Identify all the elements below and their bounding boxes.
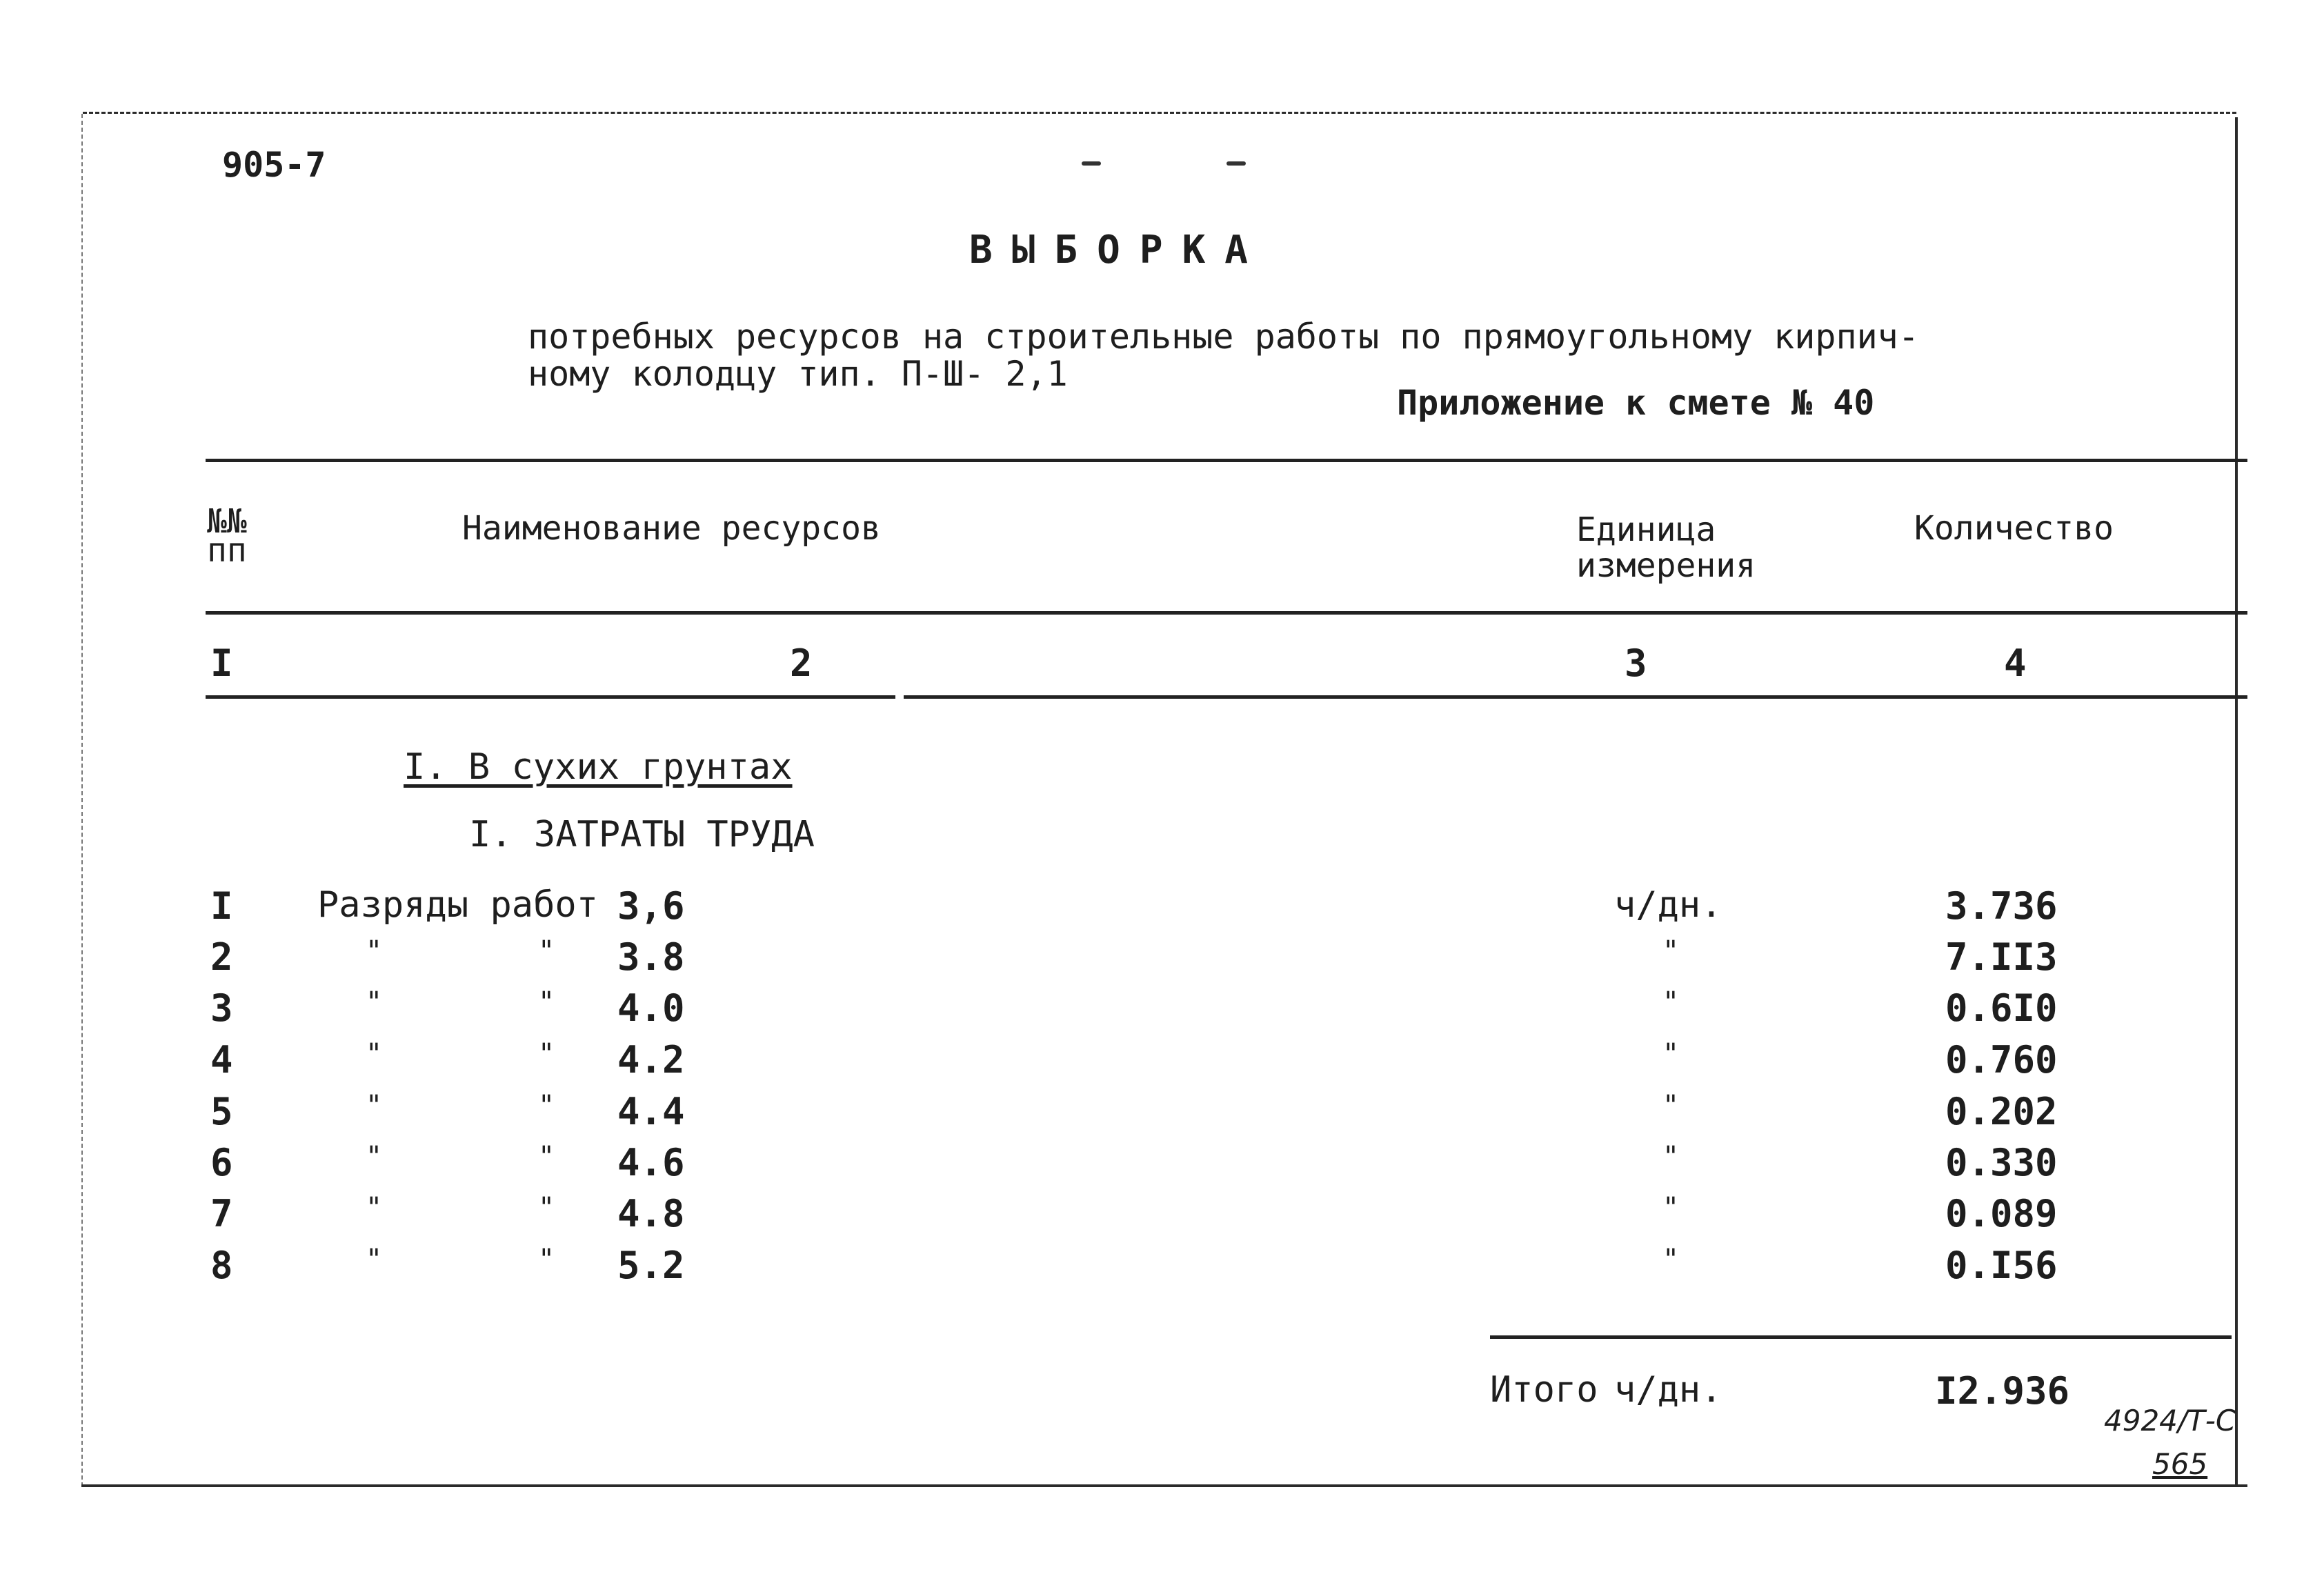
section-subtitle: I. ЗАТРАТЫ ТРУДА — [469, 814, 815, 855]
row-grade: 4.8 — [617, 1192, 685, 1235]
row-qty: 0.330 — [1945, 1141, 2058, 1184]
archive-number-stamp: 4924/Т-С — [2104, 1404, 2236, 1437]
row-number: 5 — [210, 1090, 233, 1133]
row-unit: " — [1662, 1141, 1680, 1173]
table-top-rule — [206, 459, 2247, 462]
row-qty: 3.736 — [1945, 884, 2058, 928]
header-qty: Количество — [1914, 509, 2114, 548]
row-ditto-1: " — [366, 1090, 383, 1122]
row-unit: " — [1662, 1192, 1680, 1224]
frame-top-border — [83, 112, 2236, 114]
page-dash-right — [1226, 161, 1246, 166]
row-ditto-1: " — [366, 935, 383, 967]
row-ditto-1: " — [366, 1141, 383, 1173]
row-ditto-1: " — [366, 1244, 383, 1275]
row-qty: 0.6I0 — [1945, 986, 2058, 1030]
col-number-3: 3 — [1625, 641, 1647, 685]
row-number: 4 — [210, 1038, 233, 1082]
row-ditto-2: " — [538, 1192, 555, 1224]
row-qty: 0.I56 — [1945, 1244, 2058, 1287]
row-unit: " — [1662, 935, 1680, 967]
row-grade: 5.2 — [617, 1244, 685, 1287]
header-unit-line2: измерения — [1576, 546, 1756, 585]
col-number-4: 4 — [2004, 641, 2027, 685]
row-unit: " — [1662, 1090, 1680, 1122]
appendix-label: Приложение к смете № 40 — [1397, 383, 1875, 423]
document-number: 905-7 — [222, 145, 326, 185]
row-ditto-1: " — [366, 986, 383, 1018]
frame-right-border — [2235, 117, 2238, 1486]
row-unit: ч/дн. — [1614, 884, 1722, 926]
row-grade: 4.4 — [617, 1090, 685, 1133]
col-number-2: 2 — [790, 641, 813, 685]
row-number: 3 — [210, 986, 233, 1030]
header-name: Наименование ресурсов — [462, 509, 881, 548]
row-qty: 0.089 — [1945, 1192, 2058, 1235]
table-header-rule — [206, 611, 2247, 615]
col-number-1: I — [210, 641, 233, 685]
document-title: ВЫБОРКА — [969, 228, 1268, 272]
page-dash-left — [1082, 161, 1101, 166]
row-ditto-2: " — [538, 1244, 555, 1275]
row-number: 7 — [210, 1192, 233, 1235]
row-ditto-1: " — [366, 1192, 383, 1224]
frame-bottom-border — [81, 1484, 2247, 1487]
row-ditto-2: " — [538, 1141, 555, 1173]
row-number: 2 — [210, 935, 233, 979]
row-qty: 7.II3 — [1945, 935, 2058, 979]
row-qty: 0.202 — [1945, 1090, 2058, 1133]
row-grade: 3,6 — [617, 884, 685, 928]
total-label: Итого — [1490, 1369, 1598, 1411]
row-unit: " — [1662, 1038, 1680, 1070]
archive-sheet-stamp: 565 — [2152, 1447, 2208, 1481]
row-grade: 3.8 — [617, 935, 685, 979]
row-ditto-2: " — [538, 1038, 555, 1070]
frame-left-border — [81, 114, 83, 1486]
row-number: 6 — [210, 1141, 233, 1184]
row-number: I — [210, 884, 233, 928]
row-unit: " — [1662, 1244, 1680, 1275]
header-num-line1: №№ — [207, 502, 247, 541]
header-num-line2: пп — [207, 531, 247, 570]
document-subtitle-line1: потребных ресурсов на строительные работы по прямоугольному кирпич- — [528, 317, 1919, 357]
document-subtitle-line2: ному колодцу тип. П-Ш- 2,1 — [528, 354, 1068, 394]
row-grade: 4.2 — [617, 1038, 685, 1082]
row-unit: " — [1662, 986, 1680, 1018]
row-grade: 4.6 — [617, 1141, 685, 1184]
row-number: 8 — [210, 1244, 233, 1287]
row-name: Разряды работ — [317, 884, 598, 926]
row-ditto-2: " — [538, 986, 555, 1018]
table-colnum-rule-left — [206, 695, 895, 699]
section-title: I. В сухих грунтах — [404, 746, 793, 788]
row-ditto-2: " — [538, 935, 555, 967]
total-rule — [1490, 1335, 2232, 1339]
row-grade: 4.0 — [617, 986, 685, 1030]
row-ditto-2: " — [538, 1090, 555, 1122]
total-unit: ч/дн. — [1614, 1369, 1722, 1411]
header-unit-line1: Единица — [1576, 510, 1716, 549]
table-colnum-rule-right — [904, 695, 2247, 699]
row-qty: 0.760 — [1945, 1038, 2058, 1082]
row-ditto-1: " — [366, 1038, 383, 1070]
total-value: I2.936 — [1935, 1369, 2070, 1413]
